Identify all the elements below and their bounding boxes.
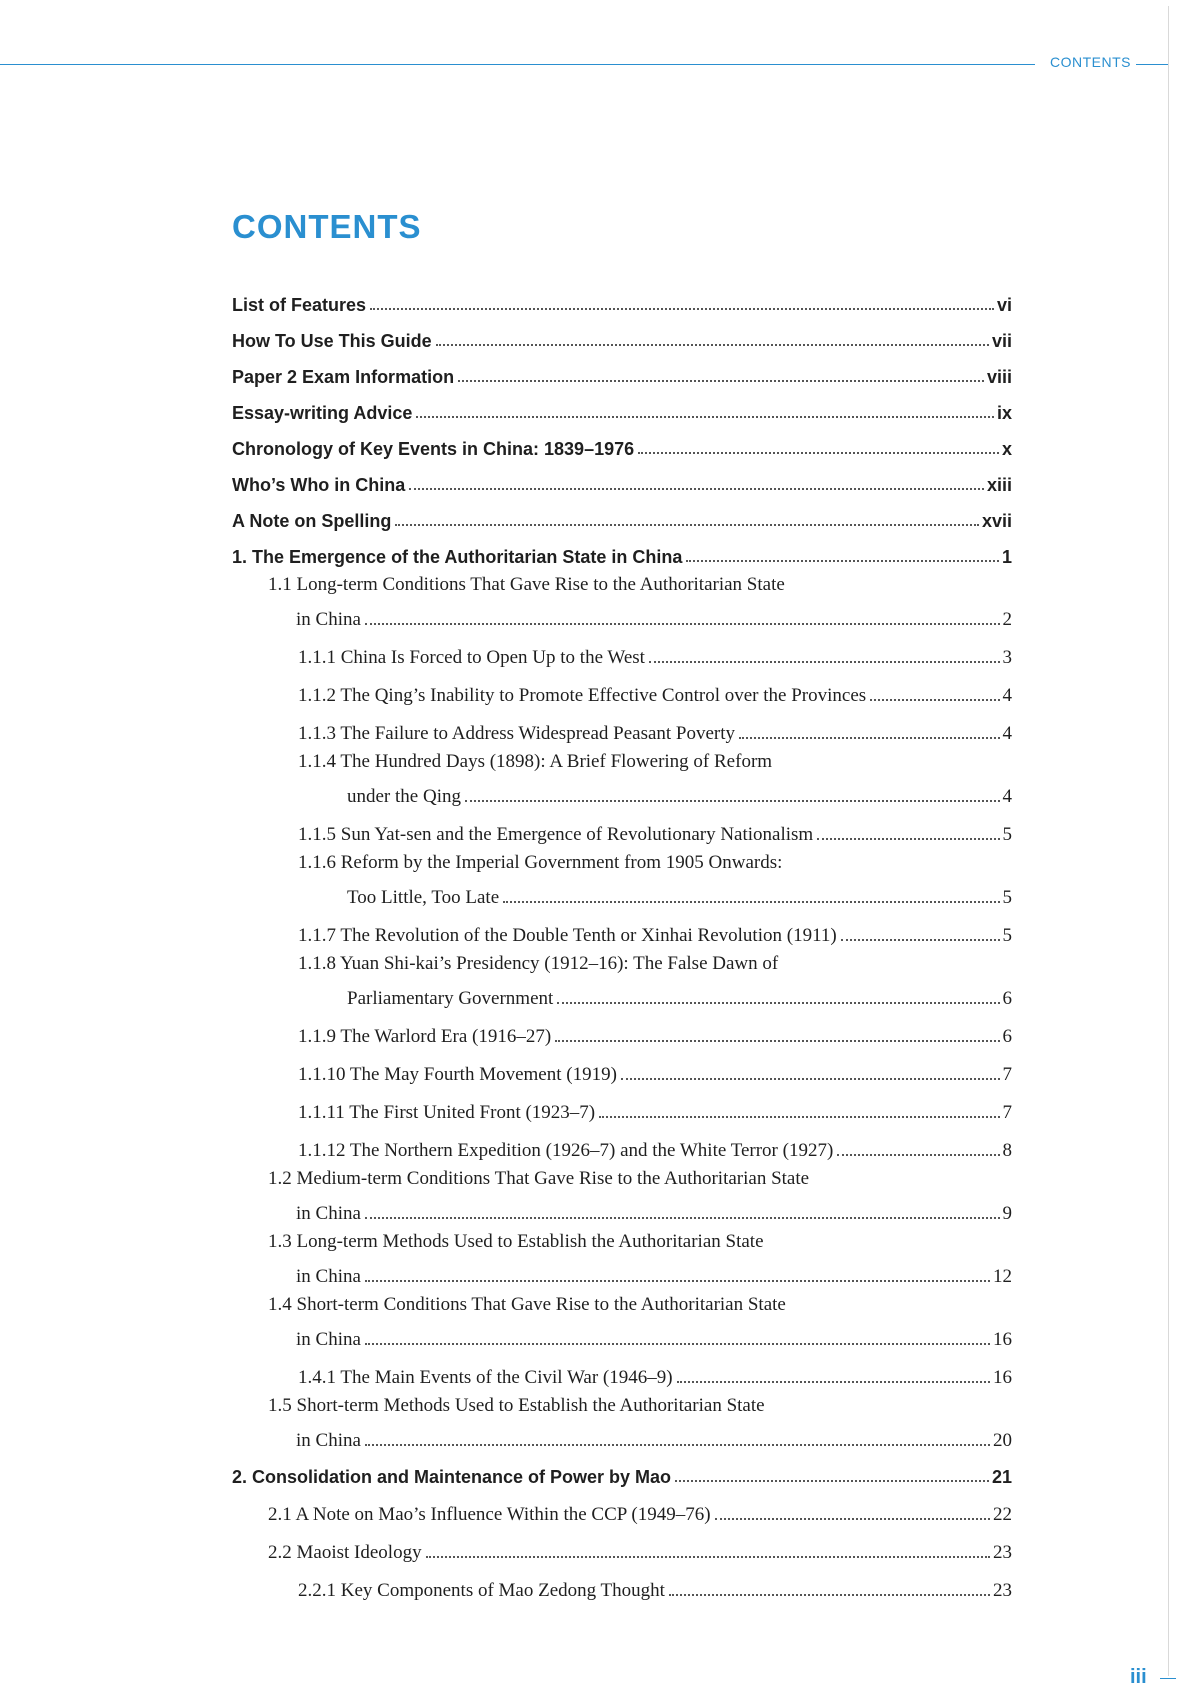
toc-entry-label: 1.1.2 The Qing’s Inability to Promote Effective Control over the Provinces	[298, 685, 867, 706]
toc-page-number: 12	[993, 1266, 1012, 1287]
dot-leader	[739, 737, 999, 739]
toc-entry-label: 1.2 Medium-term Conditions That Gave Rise to the Authoritarian State	[268, 1168, 810, 1189]
toc-entry-label: Chronology of Key Events in China: 1839–1976	[232, 439, 635, 459]
toc-entry-label: 1.4 Short-term Conditions That Gave Rise to the Authoritarian State	[268, 1294, 786, 1315]
toc-entry-continuation: Parliamentary Government	[347, 988, 554, 1009]
toc-page-number: xvii	[981, 511, 1012, 531]
toc-page-number: 3	[1002, 647, 1012, 668]
toc-section-2-1	[232, 1488, 1012, 1526]
toc-entry-continuation: Too Little, Too Late	[347, 887, 500, 908]
toc-entry-label: 1.1.7 The Revolution of the Double Tenth or Xinhai Revolution (1911)	[298, 925, 837, 946]
toc-section-1-1-8	[232, 947, 1012, 1010]
toc-entry-label: 1.1.8 Yuan Shi-kai’s Presidency (1912–16): The False Dawn of	[298, 953, 779, 974]
toc-page-number: 23	[993, 1542, 1012, 1563]
toc-entry-label: 1.1.6 Reform by the Imperial Government from 1905 Onwards:	[298, 852, 783, 873]
toc-entry-label: 2. Consolidation and Maintenance of Power by Mao	[232, 1467, 672, 1487]
dot-leader	[649, 661, 1000, 663]
toc-entry-continuation: under the Qing	[347, 786, 461, 807]
header-label: CONTENTS	[1050, 54, 1131, 70]
toc-section-1-1-5	[232, 808, 1012, 846]
toc-page-number: 16	[993, 1329, 1012, 1350]
toc-page-number: 1	[1001, 547, 1012, 567]
running-header	[0, 54, 1191, 74]
toc-chapter-1	[232, 532, 1012, 568]
dot-leader	[870, 699, 999, 701]
toc-section-1-5	[232, 1389, 1012, 1452]
toc-entry-continuation: in China	[296, 1203, 361, 1224]
toc-entry-how-to-use	[232, 316, 1012, 352]
toc-section-1-1-7	[232, 909, 1012, 947]
dot-leader	[365, 1217, 1000, 1219]
toc-page-number: vi	[996, 295, 1012, 315]
toc-entry-label: 1.1.11 The First United Front (1923–7)	[298, 1102, 596, 1123]
dot-leader	[365, 1343, 990, 1345]
dot-leader	[555, 1040, 999, 1042]
dot-leader	[365, 1280, 990, 1282]
toc-entry-label: 1.1 Long-term Conditions That Gave Rise to the Authoritarian State	[268, 574, 785, 595]
toc-entry-label: 1.1.9 The Warlord Era (1916–27)	[298, 1026, 552, 1047]
dot-leader	[503, 901, 999, 903]
toc-entry-label: 2.1 A Note on Mao’s Influence Within the CCP (1949–76)	[268, 1504, 711, 1525]
dot-leader	[365, 623, 1000, 625]
toc-entry-label: List of Features	[232, 295, 367, 315]
toc-entry-label: 1.5 Short-term Methods Used to Establish the Authoritarian State	[268, 1395, 765, 1416]
dot-leader	[370, 308, 994, 310]
toc-section-1-1-9	[232, 1010, 1012, 1048]
dot-leader	[638, 452, 999, 454]
toc-section-1-1-2	[232, 669, 1012, 707]
toc-entry-note-on-spelling	[232, 496, 1012, 532]
toc-entry-label: Paper 2 Exam Information	[232, 367, 455, 387]
toc-entry-label: 1. The Emergence of the Authoritarian State in China	[232, 547, 683, 567]
toc-section-1-2	[232, 1162, 1012, 1225]
toc-entry-continuation: in China	[296, 1430, 361, 1451]
toc-section-1-4-1	[232, 1351, 1012, 1389]
toc-entry-label: How To Use This Guide	[232, 331, 432, 351]
toc-page-number: 4	[1002, 685, 1012, 706]
toc-section-1-4	[232, 1288, 1012, 1351]
footer-rule	[1160, 1678, 1176, 1679]
page-edge	[1168, 6, 1169, 1676]
dot-leader	[436, 344, 989, 346]
toc-entry-label: 1.1.3 The Failure to Address Widespread Peasant Poverty	[298, 723, 736, 744]
toc-page-number: 4	[1002, 723, 1012, 744]
toc-entry-label: 1.1.5 Sun Yat-sen and the Emergence of Revolutionary Nationalism	[298, 824, 814, 845]
toc-entry-exam-information	[232, 352, 1012, 388]
toc-entry-chronology	[232, 424, 1012, 460]
toc-page-number: viii	[986, 367, 1012, 387]
dot-leader	[416, 416, 994, 418]
toc-page-number: 4	[1002, 786, 1012, 807]
toc-page-number: vii	[991, 331, 1012, 351]
dot-leader	[365, 1444, 990, 1446]
toc-page-number: 7	[1002, 1102, 1012, 1123]
dot-leader	[599, 1116, 999, 1118]
toc-section-1-1-6	[232, 846, 1012, 909]
dot-leader	[675, 1480, 989, 1482]
dot-leader	[465, 800, 1000, 802]
toc-page-number: 23	[993, 1580, 1012, 1601]
toc-entry-label: 1.1.4 The Hundred Days (1898): A Brief Flowering of Reform	[298, 751, 773, 772]
dot-leader	[426, 1556, 990, 1558]
toc-entry-label: 1.1.10 The May Fourth Movement (1919)	[298, 1064, 617, 1085]
toc-entry-label: 1.3 Long-term Methods Used to Establish the Authoritarian State	[268, 1231, 764, 1252]
toc-entry-label: 1.4.1 The Main Events of the Civil War (1946–9)	[298, 1367, 673, 1388]
toc-page-number: 5	[1002, 887, 1012, 908]
toc-entry-label: A Note on Spelling	[232, 511, 392, 531]
toc-page-number: xiii	[986, 475, 1012, 495]
page-title: CONTENTS	[232, 208, 422, 245]
toc-page-number: ix	[996, 403, 1012, 423]
dot-leader	[837, 1154, 999, 1156]
header-rule-end	[1136, 64, 1168, 65]
dot-leader	[817, 838, 999, 840]
page-number: iii	[1130, 1666, 1147, 1688]
header-rule	[0, 64, 1035, 65]
toc-section-1-1-3	[232, 707, 1012, 745]
toc-entry-continuation: in China	[296, 609, 361, 630]
dot-leader	[395, 524, 979, 526]
dot-leader	[409, 488, 984, 490]
toc-page-number: 7	[1002, 1064, 1012, 1085]
toc-entry-list-of-features	[232, 280, 1012, 316]
toc-entry-label: 2.2 Maoist Ideology	[268, 1542, 422, 1563]
toc-section-1-1	[232, 568, 1012, 631]
dot-leader	[621, 1078, 1000, 1080]
dot-leader	[557, 1002, 999, 1004]
toc-page-number: 8	[1002, 1140, 1012, 1161]
toc-section-1-1-12	[232, 1124, 1012, 1162]
toc-page-number: x	[1001, 439, 1012, 459]
toc-chapter-2	[232, 1452, 1012, 1488]
toc-page-number: 16	[993, 1367, 1012, 1388]
toc-section-1-1-10	[232, 1048, 1012, 1086]
dot-leader	[458, 380, 984, 382]
dot-leader	[677, 1381, 990, 1383]
toc-entry-label: Who’s Who in China	[232, 475, 406, 495]
toc-entry-essay-advice	[232, 388, 1012, 424]
toc-entry-label: Essay-writing Advice	[232, 403, 413, 423]
toc-section-1-3	[232, 1225, 1012, 1288]
dot-leader	[715, 1518, 990, 1520]
toc-section-2-2-1	[232, 1564, 1012, 1602]
table-of-contents	[232, 280, 1012, 1602]
toc-page-number: 5	[1002, 925, 1012, 946]
toc-page-number: 2	[1002, 609, 1012, 630]
toc-section-1-1-4	[232, 745, 1012, 808]
toc-entry-continuation: in China	[296, 1266, 361, 1287]
toc-entry-label: 1.1.12 The Northern Expedition (1926–7) and the White Terror (1927)	[298, 1140, 834, 1161]
toc-entry-label: 2.2.1 Key Components of Mao Zedong Thought	[298, 1580, 665, 1601]
dot-leader	[841, 939, 1000, 941]
toc-page-number: 22	[993, 1504, 1012, 1525]
toc-page-number: 6	[1002, 1026, 1012, 1047]
toc-entry-continuation: in China	[296, 1329, 361, 1350]
toc-page-number: 9	[1002, 1203, 1012, 1224]
toc-entry-whos-who	[232, 460, 1012, 496]
dot-leader	[686, 560, 999, 562]
toc-page-number: 20	[993, 1430, 1012, 1451]
toc-page-number: 21	[991, 1467, 1012, 1487]
toc-section-1-1-11	[232, 1086, 1012, 1124]
toc-entry-label: 1.1.1 China Is Forced to Open Up to the West	[298, 647, 645, 668]
toc-section-2-2	[232, 1526, 1012, 1564]
toc-page-number: 6	[1002, 988, 1012, 1009]
dot-leader	[669, 1594, 990, 1596]
toc-page-number: 5	[1002, 824, 1012, 845]
toc-section-1-1-1	[232, 631, 1012, 669]
